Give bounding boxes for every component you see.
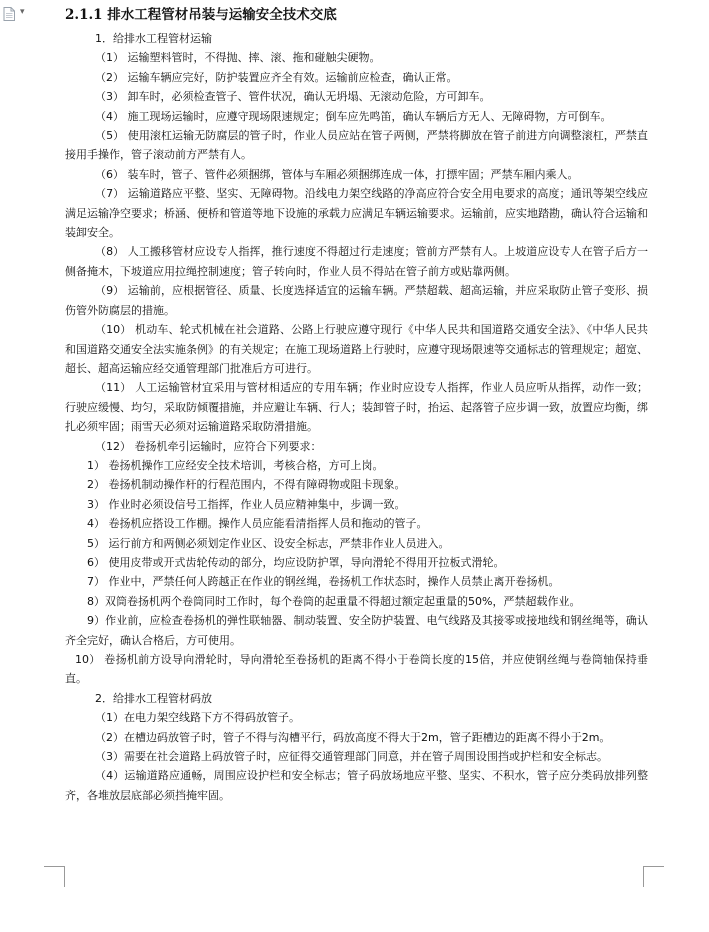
document-title: 2.1.1 排水工程管材吊装与运输安全技术交底 [65, 7, 337, 23]
paragraph: （1）在电力架空线路下方不得码放管子。 [95, 711, 300, 725]
paragraph: （5） 使用滚杠运输无防腐层的管子时，作业人员应站在管子两侧，严禁将脚放在管子前进方向调整滚杠，严禁直接用手操作，管子滚动前方严禁有人。 [65, 129, 648, 162]
list-item: 9）作业前，应检查卷扬机的弹性联轴器、制动装置、安全防护装置、电气线路及其接零或接地线和钢丝绳等，确认齐全完好，确认合格后，方可使用。 [65, 614, 648, 647]
list-item: 5） 运行前方和两侧必须划定作业区、设安全标志，严禁非作业人员进入。 [87, 536, 450, 550]
list-item: 10） 卷扬机前方设导向滑轮时，导向滑轮至卷扬机的距离不得小于卷筒长度的15倍，并应使钢丝绳与卷筒轴保持垂直。 [65, 653, 648, 686]
document-page [65, 4, 648, 805]
list-item: 2） 卷扬机制动操作杆的行程范围内，不得有障碍物或阻卡现象。 [87, 478, 406, 492]
caret-down-icon[interactable]: ▾ [20, 7, 25, 17]
paragraph: （7） 运输道路应平整、坚实、无障碍物。沿线电力架空线路的净高应符合安全用电要求的高度；通讯等架空线应满足运输净空要求；桥涵、便桥和管道等地下设施的承载力应满足车辆运输要求。运输前，应实地踏勘，确认符合运输和装卸安全。 [65, 187, 648, 240]
page-corner-mark-right [643, 866, 664, 887]
list-item: 1） 卷扬机操作工应经安全技术培训，考核合格，方可上岗。 [87, 458, 384, 472]
paragraph: （2）在槽边码放管子时，管子不得与沟槽平行，码放高度不得大于2m，管子距槽边的距离不得小于2m。 [95, 730, 611, 744]
paragraph: （12） 卷扬机牵引运输时，应符合下列要求： [95, 439, 322, 453]
paragraph: （3）需要在社会道路上码放管子时，应征得交通管理部门同意，并在管子周围设围挡或护栏和安全标志。 [95, 750, 608, 764]
list-item: 3） 作业时必须设信号工指挥，作业人员应精神集中，步调一致。 [87, 497, 406, 511]
paragraph: （3） 卸车时，必须检查管子、管件状况，确认无坍塌、无滚动危险，方可卸车。 [95, 90, 491, 104]
paragraph: （6） 装车时，管子、管件必须捆绑，管体与车厢必须捆绑连成一体，打摽牢固；严禁车厢内乘人。 [95, 167, 579, 181]
list-item: 8）双筒卷扬机两个卷筒同时工作时，每个卷筒的起重量不得超过额定起重量的50%，严禁超载作业。 [87, 594, 581, 608]
section-heading: 2．给排水工程管材码放 [95, 691, 212, 705]
document-icon[interactable] [3, 6, 15, 20]
paragraph: （2） 运输车辆应完好，防护装置应齐全有效。运输前应检查，确认正常。 [95, 70, 458, 84]
paragraph: （4） 施工现场运输时，应遵守现场限速规定；倒车应先鸣笛，确认车辆后方无人、无障碍物，方可倒车。 [95, 109, 612, 123]
list-item: 4） 卷扬机应搭设工作棚。操作人员应能看清指挥人员和拖动的管子。 [87, 517, 428, 531]
paragraph: （8） 人工搬移管材应设专人指挥，推行速度不得超过行走速度；管前方严禁有人。上坡道应设专人在管子后方一侧备掩木，下坡道应用拉绳控制速度；管子转向时，作业人员不得站在管子前方或贴靠两侧。 [65, 245, 648, 278]
list-item: 6） 使用皮带或开式齿轮传动的部分，均应设防护罩，导向滑轮不得用开拉板式滑轮。 [87, 555, 505, 569]
paragraph: （11） 人工运输管材宜采用与管材相适应的专用车辆；作业时应设专人指挥，作业人员应听从指挥，动作一致；行驶应缓慢、均匀，采取防倾覆措施，并应避让车辆、行人；装卸管子时，抬运、起落管子应步调一致，放置应均衡，绑扎必须牢固；雨雪天必须对运输道路采取防滑措施。 [65, 381, 648, 434]
paragraph: （1） 运输塑料管时，不得抛、摔、滚、拖和碰触尖硬物。 [95, 51, 381, 65]
paragraph: （9） 运输前，应根据管径、质量、长度选择适宜的运输车辆。严禁超载、超高运输，并应采取防止管子变形、损伤管外防腐层的措施。 [65, 284, 648, 317]
paragraph: （10） 机动车、轮式机械在社会道路、公路上行驶应遵守现行《中华人民共和国道路交通安全法》、《中华人民共和国道路交通安全法实施条例》的有关规定；在施工现场道路上行驶时，应遵守现场限速等交通标志的管理规定；超宽、超长、超高运输应经交通管理部门批准后方可进行。 [65, 323, 648, 375]
paragraph: （4）运输道路应通畅，周围应设护栏和安全标志；管子码放场地应平整、坚实、不积水，管子应分类码放排列整齐，各堆放层底部必须挡掩牢固。 [65, 769, 648, 802]
list-item: 7） 作业中，严禁任何人跨越正在作业的钢丝绳，卷扬机工作状态时，操作人员禁止离开卷扬机。 [87, 575, 560, 589]
section-heading: 1．给排水工程管材运输 [95, 32, 212, 45]
page-corner-mark-left [44, 866, 65, 887]
